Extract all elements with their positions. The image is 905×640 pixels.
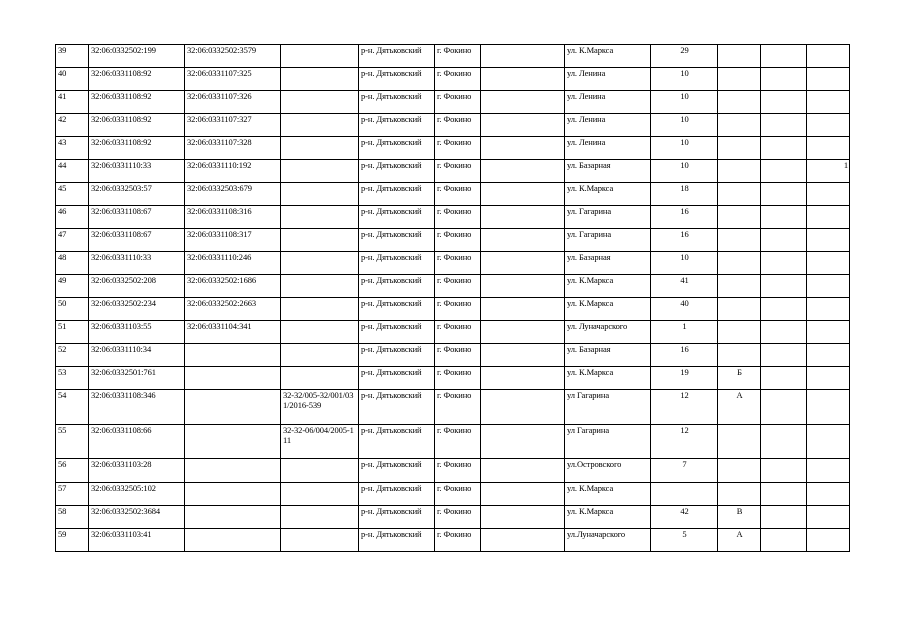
cadastral-number-cell: 32:06:0331108:67 — [89, 229, 185, 252]
row-number-cell: 52 — [56, 344, 89, 367]
city-cell: г. Фокино — [435, 252, 481, 275]
letter-cell — [718, 459, 761, 483]
street-cell: ул. Луначарского — [565, 321, 651, 344]
object-cadastral-number-cell: 32:06:0331110:246 — [185, 252, 281, 275]
city-cell: г. Фокино — [435, 137, 481, 160]
extra-cell — [807, 506, 850, 529]
table-row — [56, 275, 850, 298]
empty-cell — [761, 91, 807, 114]
letter-cell — [718, 45, 761, 68]
city-cell: г. Фокино — [435, 321, 481, 344]
letter-cell — [718, 137, 761, 160]
cadastral-number-cell: 32:06:0332501:761 — [89, 367, 185, 390]
street-cell: ул. К.Маркса — [565, 45, 651, 68]
cadastral-number-cell: 32:06:0331110:34 — [89, 344, 185, 367]
street-cell: ул. Гагарина — [565, 229, 651, 252]
empty-cell — [481, 91, 565, 114]
table-row — [56, 529, 850, 552]
city-cell: г. Фокино — [435, 91, 481, 114]
object-cadastral-number-cell: 32:06:0332502:1686 — [185, 275, 281, 298]
street-cell: ул. К.Маркса — [565, 483, 651, 506]
cadastral-number-cell: 32:06:0331103:41 — [89, 529, 185, 552]
empty-cell — [481, 506, 565, 529]
house-number-cell: 10 — [651, 160, 718, 183]
district-cell: р-н. Дятьковский — [359, 483, 435, 506]
empty-cell — [761, 160, 807, 183]
city-cell: г. Фокино — [435, 160, 481, 183]
cadastral-number-cell: 32:06:0331103:28 — [89, 459, 185, 483]
city-cell: г. Фокино — [435, 483, 481, 506]
city-cell: г. Фокино — [435, 45, 481, 68]
extra-cell — [807, 298, 850, 321]
empty-cell — [481, 160, 565, 183]
extra-cell: 1 — [807, 160, 850, 183]
letter-cell — [718, 206, 761, 229]
city-cell: г. Фокино — [435, 425, 481, 459]
letter-cell: А — [718, 390, 761, 425]
district-cell: р-н. Дятьковский — [359, 506, 435, 529]
district-cell: р-н. Дятьковский — [359, 367, 435, 390]
table-row — [56, 459, 850, 483]
registration-number-cell — [281, 45, 359, 68]
house-number-cell: 10 — [651, 252, 718, 275]
row-number-cell: 48 — [56, 252, 89, 275]
street-cell: ул.Луначарского — [565, 529, 651, 552]
house-number-cell: 19 — [651, 367, 718, 390]
empty-cell — [761, 206, 807, 229]
empty-cell — [481, 298, 565, 321]
street-cell: ул. Ленина — [565, 137, 651, 160]
object-cadastral-number-cell: 32:06:0332502:2663 — [185, 298, 281, 321]
street-cell: ул. Базарная — [565, 252, 651, 275]
house-number-cell: 16 — [651, 344, 718, 367]
table-row — [56, 483, 850, 506]
empty-cell — [481, 229, 565, 252]
district-cell: р-н. Дятьковский — [359, 160, 435, 183]
row-number-cell: 54 — [56, 390, 89, 425]
house-number-cell: 41 — [651, 275, 718, 298]
empty-cell — [481, 529, 565, 552]
extra-cell — [807, 183, 850, 206]
object-cadastral-number-cell: 32:06:0331107:327 — [185, 114, 281, 137]
registration-number-cell — [281, 459, 359, 483]
registration-number-cell — [281, 483, 359, 506]
house-number-cell: 42 — [651, 506, 718, 529]
object-cadastral-number-cell — [185, 425, 281, 459]
street-cell: ул. К.Маркса — [565, 506, 651, 529]
city-cell: г. Фокино — [435, 529, 481, 552]
empty-cell — [761, 183, 807, 206]
empty-cell — [481, 344, 565, 367]
row-number-cell: 57 — [56, 483, 89, 506]
district-cell: р-н. Дятьковский — [359, 344, 435, 367]
object-cadastral-number-cell — [185, 344, 281, 367]
extra-cell — [807, 483, 850, 506]
empty-cell — [761, 321, 807, 344]
empty-cell — [761, 68, 807, 91]
extra-cell — [807, 68, 850, 91]
district-cell: р-н. Дятьковский — [359, 252, 435, 275]
row-number-cell: 40 — [56, 68, 89, 91]
empty-cell — [761, 344, 807, 367]
registration-number-cell: 32-32/005-32/001/031/2016-539 — [281, 390, 359, 425]
street-cell: ул Гагарина — [565, 425, 651, 459]
city-cell: г. Фокино — [435, 68, 481, 91]
table-row — [56, 298, 850, 321]
object-cadastral-number-cell — [185, 459, 281, 483]
object-cadastral-number-cell: 32:06:0332503:679 — [185, 183, 281, 206]
empty-cell — [481, 137, 565, 160]
letter-cell — [718, 114, 761, 137]
empty-cell — [761, 275, 807, 298]
house-number-cell — [651, 483, 718, 506]
row-number-cell: 51 — [56, 321, 89, 344]
empty-cell — [761, 506, 807, 529]
registration-number-cell — [281, 183, 359, 206]
extra-cell — [807, 459, 850, 483]
empty-cell — [761, 298, 807, 321]
empty-cell — [481, 483, 565, 506]
row-number-cell: 58 — [56, 506, 89, 529]
empty-cell — [761, 252, 807, 275]
object-cadastral-number-cell — [185, 483, 281, 506]
object-cadastral-number-cell: 32:06:0331107:328 — [185, 137, 281, 160]
row-number-cell: 39 — [56, 45, 89, 68]
street-cell: ул.Островского — [565, 459, 651, 483]
extra-cell — [807, 390, 850, 425]
letter-cell — [718, 229, 761, 252]
object-cadastral-number-cell: 32:06:0331104:341 — [185, 321, 281, 344]
registration-number-cell — [281, 321, 359, 344]
district-cell: р-н. Дятьковский — [359, 91, 435, 114]
district-cell: р-н. Дятьковский — [359, 390, 435, 425]
cadastral-number-cell: 32:06:0331108:66 — [89, 425, 185, 459]
address-registry-table — [55, 44, 850, 552]
letter-cell — [718, 68, 761, 91]
letter-cell — [718, 183, 761, 206]
empty-cell — [481, 321, 565, 344]
district-cell: р-н. Дятьковский — [359, 459, 435, 483]
district-cell: р-н. Дятьковский — [359, 529, 435, 552]
letter-cell — [718, 298, 761, 321]
row-number-cell: 46 — [56, 206, 89, 229]
object-cadastral-number-cell: 32:06:0331107:326 — [185, 91, 281, 114]
registration-number-cell — [281, 206, 359, 229]
row-number-cell: 47 — [56, 229, 89, 252]
street-cell: ул. Базарная — [565, 344, 651, 367]
empty-cell — [481, 390, 565, 425]
registration-number-cell — [281, 344, 359, 367]
table-row — [56, 206, 850, 229]
extra-cell — [807, 114, 850, 137]
empty-cell — [761, 45, 807, 68]
city-cell: г. Фокино — [435, 459, 481, 483]
registration-number-cell — [281, 160, 359, 183]
extra-cell — [807, 91, 850, 114]
district-cell: р-н. Дятьковский — [359, 275, 435, 298]
district-cell: р-н. Дятьковский — [359, 298, 435, 321]
street-cell: ул. Гагарина — [565, 206, 651, 229]
empty-cell — [761, 425, 807, 459]
street-cell: ул. К.Маркса — [565, 183, 651, 206]
house-number-cell: 40 — [651, 298, 718, 321]
object-cadastral-number-cell: 32:06:0331108:317 — [185, 229, 281, 252]
house-number-cell: 10 — [651, 68, 718, 91]
row-number-cell: 59 — [56, 529, 89, 552]
district-cell: р-н. Дятьковский — [359, 229, 435, 252]
empty-cell — [761, 483, 807, 506]
letter-cell: В — [718, 506, 761, 529]
table-row — [56, 45, 850, 68]
district-cell: р-н. Дятьковский — [359, 183, 435, 206]
cadastral-number-cell: 32:06:0331108:346 — [89, 390, 185, 425]
district-cell: р-н. Дятьковский — [359, 45, 435, 68]
letter-cell — [718, 252, 761, 275]
cadastral-number-cell: 32:06:0331108:92 — [89, 68, 185, 91]
house-number-cell: 5 — [651, 529, 718, 552]
empty-cell — [481, 183, 565, 206]
extra-cell — [807, 275, 850, 298]
street-cell: ул Гагарина — [565, 390, 651, 425]
row-number-cell: 44 — [56, 160, 89, 183]
row-number-cell: 50 — [56, 298, 89, 321]
house-number-cell: 29 — [651, 45, 718, 68]
row-number-cell: 56 — [56, 459, 89, 483]
table-body — [56, 45, 850, 552]
table-row — [56, 114, 850, 137]
object-cadastral-number-cell — [185, 390, 281, 425]
cadastral-number-cell: 32:06:0332503:57 — [89, 183, 185, 206]
city-cell: г. Фокино — [435, 229, 481, 252]
cadastral-number-cell: 32:06:0331108:67 — [89, 206, 185, 229]
object-cadastral-number-cell: 32:06:0332502:3579 — [185, 45, 281, 68]
empty-cell — [761, 390, 807, 425]
house-number-cell: 7 — [651, 459, 718, 483]
city-cell: г. Фокино — [435, 344, 481, 367]
empty-cell — [481, 459, 565, 483]
letter-cell: А — [718, 529, 761, 552]
object-cadastral-number-cell: 32:06:0331110:192 — [185, 160, 281, 183]
city-cell: г. Фокино — [435, 114, 481, 137]
extra-cell — [807, 367, 850, 390]
cadastral-number-cell: 32:06:0332502:234 — [89, 298, 185, 321]
cadastral-number-cell: 32:06:0331108:92 — [89, 137, 185, 160]
registration-number-cell — [281, 137, 359, 160]
table-row — [56, 390, 850, 425]
empty-cell — [481, 114, 565, 137]
empty-cell — [481, 252, 565, 275]
extra-cell — [807, 344, 850, 367]
object-cadastral-number-cell — [185, 506, 281, 529]
cadastral-number-cell: 32:06:0331108:92 — [89, 91, 185, 114]
district-cell: р-н. Дятьковский — [359, 321, 435, 344]
street-cell: ул. Базарная — [565, 160, 651, 183]
table-row — [56, 321, 850, 344]
letter-cell — [718, 91, 761, 114]
table-row — [56, 91, 850, 114]
row-number-cell: 55 — [56, 425, 89, 459]
row-number-cell: 45 — [56, 183, 89, 206]
registration-number-cell — [281, 252, 359, 275]
empty-cell — [761, 114, 807, 137]
district-cell: р-н. Дятьковский — [359, 137, 435, 160]
table-row — [56, 137, 850, 160]
registration-number-cell: 32-32-06/004/2005-111 — [281, 425, 359, 459]
empty-cell — [761, 529, 807, 552]
registration-number-cell — [281, 91, 359, 114]
house-number-cell: 18 — [651, 183, 718, 206]
street-cell: ул. К.Маркса — [565, 367, 651, 390]
street-cell: ул. Ленина — [565, 91, 651, 114]
registration-number-cell — [281, 529, 359, 552]
registration-number-cell — [281, 298, 359, 321]
house-number-cell: 10 — [651, 91, 718, 114]
cadastral-number-cell: 32:06:0331103:55 — [89, 321, 185, 344]
letter-cell — [718, 483, 761, 506]
object-cadastral-number-cell — [185, 367, 281, 390]
extra-cell — [807, 529, 850, 552]
object-cadastral-number-cell: 32:06:0331107:325 — [185, 68, 281, 91]
letter-cell — [718, 425, 761, 459]
house-number-cell: 16 — [651, 206, 718, 229]
table-row — [56, 344, 850, 367]
cadastral-number-cell: 32:06:0331110:33 — [89, 160, 185, 183]
empty-cell — [761, 367, 807, 390]
registration-number-cell — [281, 114, 359, 137]
house-number-cell: 10 — [651, 137, 718, 160]
empty-cell — [481, 367, 565, 390]
street-cell: ул. К.Маркса — [565, 298, 651, 321]
table-row — [56, 506, 850, 529]
empty-cell — [481, 275, 565, 298]
cadastral-number-cell: 32:06:0332505:102 — [89, 483, 185, 506]
table-row — [56, 68, 850, 91]
cadastral-number-cell: 32:06:0331108:92 — [89, 114, 185, 137]
table-row — [56, 160, 850, 183]
house-number-cell: 10 — [651, 114, 718, 137]
city-cell: г. Фокино — [435, 506, 481, 529]
empty-cell — [481, 68, 565, 91]
registration-number-cell — [281, 367, 359, 390]
letter-cell: Б — [718, 367, 761, 390]
street-cell: ул. Ленина — [565, 114, 651, 137]
object-cadastral-number-cell: 32:06:0331108:316 — [185, 206, 281, 229]
registration-number-cell — [281, 506, 359, 529]
house-number-cell: 12 — [651, 390, 718, 425]
street-cell: ул. Ленина — [565, 68, 651, 91]
extra-cell — [807, 137, 850, 160]
extra-cell — [807, 321, 850, 344]
extra-cell — [807, 45, 850, 68]
empty-cell — [761, 137, 807, 160]
letter-cell — [718, 275, 761, 298]
registration-number-cell — [281, 229, 359, 252]
object-cadastral-number-cell — [185, 529, 281, 552]
table-row — [56, 229, 850, 252]
empty-cell — [481, 206, 565, 229]
empty-cell — [481, 45, 565, 68]
house-number-cell: 1 — [651, 321, 718, 344]
empty-cell — [761, 229, 807, 252]
row-number-cell: 53 — [56, 367, 89, 390]
extra-cell — [807, 252, 850, 275]
cadastral-number-cell: 32:06:0331110:33 — [89, 252, 185, 275]
extra-cell — [807, 229, 850, 252]
city-cell: г. Фокино — [435, 206, 481, 229]
city-cell: г. Фокино — [435, 298, 481, 321]
city-cell: г. Фокино — [435, 275, 481, 298]
house-number-cell: 16 — [651, 229, 718, 252]
cadastral-number-cell: 32:06:0332502:3684 — [89, 506, 185, 529]
cadastral-number-cell: 32:06:0332502:199 — [89, 45, 185, 68]
street-cell: ул. К.Маркса — [565, 275, 651, 298]
row-number-cell: 41 — [56, 91, 89, 114]
table-row — [56, 183, 850, 206]
empty-cell — [761, 459, 807, 483]
extra-cell — [807, 206, 850, 229]
city-cell: г. Фокино — [435, 390, 481, 425]
table-row — [56, 367, 850, 390]
city-cell: г. Фокино — [435, 367, 481, 390]
empty-cell — [481, 425, 565, 459]
letter-cell — [718, 321, 761, 344]
table-row — [56, 252, 850, 275]
extra-cell — [807, 425, 850, 459]
house-number-cell: 12 — [651, 425, 718, 459]
row-number-cell: 42 — [56, 114, 89, 137]
letter-cell — [718, 344, 761, 367]
city-cell: г. Фокино — [435, 183, 481, 206]
district-cell: р-н. Дятьковский — [359, 206, 435, 229]
district-cell: р-н. Дятьковский — [359, 68, 435, 91]
district-cell: р-н. Дятьковский — [359, 114, 435, 137]
row-number-cell: 49 — [56, 275, 89, 298]
letter-cell — [718, 160, 761, 183]
row-number-cell: 43 — [56, 137, 89, 160]
registration-number-cell — [281, 275, 359, 298]
table-row — [56, 425, 850, 459]
district-cell: р-н. Дятьковский — [359, 425, 435, 459]
registration-number-cell — [281, 68, 359, 91]
cadastral-number-cell: 32:06:0332502:208 — [89, 275, 185, 298]
